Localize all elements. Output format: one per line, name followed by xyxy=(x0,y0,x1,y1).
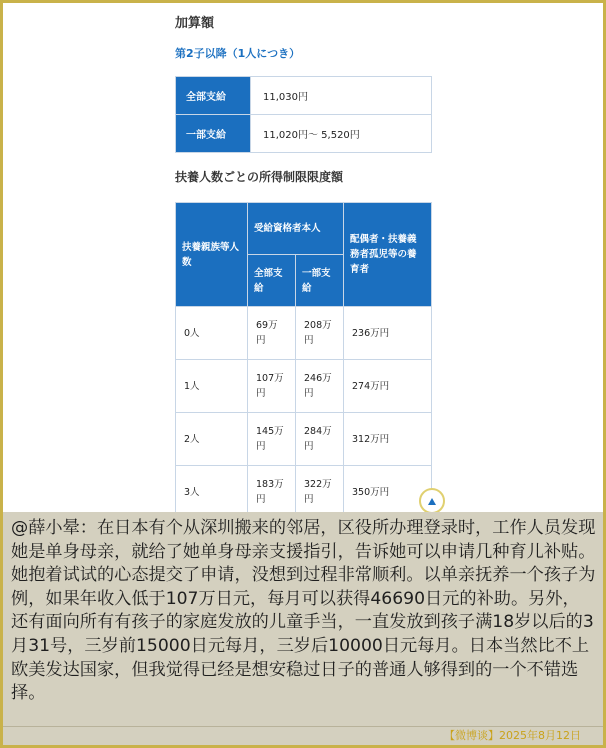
header-partial: 一部支給 xyxy=(296,255,344,307)
limit-title: 扶養人数ごとの所得制限限度額 xyxy=(175,170,344,184)
table-cell-value: 11,020円～ 5,520円 xyxy=(251,115,432,153)
scroll-to-top-icon[interactable] xyxy=(419,488,445,514)
table-cell-label: 一部支給 xyxy=(176,115,251,153)
table-row xyxy=(176,77,432,115)
header-dependents: 扶養親族等人数 xyxy=(176,203,248,307)
cell-spouse: 350万円 xyxy=(344,466,432,519)
cell-spouse: 274万円 xyxy=(344,360,432,413)
table-cell-label: 全部支給 xyxy=(176,77,251,115)
cell-partial: 322万円 xyxy=(296,466,344,519)
cell-full: 69万円 xyxy=(248,307,296,360)
table-cell-value: 11,030円 xyxy=(251,77,432,115)
cell-count: 3人 xyxy=(176,466,248,519)
cell-count: 2人 xyxy=(176,413,248,466)
addition-table xyxy=(175,76,432,153)
header-recipient: 受給資格者本人 xyxy=(248,203,344,255)
income-limit-table xyxy=(175,202,432,519)
cell-partial: 284万円 xyxy=(296,413,344,466)
section-title: 加算額 xyxy=(175,16,215,31)
table-row xyxy=(176,360,432,413)
header-spouse: 配偶者・扶養義務者孤児等の養育者 xyxy=(344,203,432,307)
cell-full: 107万円 xyxy=(248,360,296,413)
post-caption: @薛小晕：在日本有个从深圳搬来的邻居，区役所办理登录时，工作人员发现她是单身母亲，就给了她单身母亲支援指引，告诉她可以申请几种育儿补贴。她抱着试试的心态提交了申请，没想到过程非常顺利。以单亲抚养一个孩子为例，如果年收入低于107万日元，每月可以获得46690日元的补助。另外，还有面向所有有孩子的家庭发放的儿童手当，一直发放到孩子满18岁以后的3月31号，三岁前15000日元每月，三岁后10000日元每月。日本当然比不上欧美发达国家，但我觉得已经是想安稳过日子的普通人够得到的一个不错选择。 xyxy=(3,512,603,726)
cell-full: 145万円 xyxy=(248,413,296,466)
cell-count: 1人 xyxy=(176,360,248,413)
source-label: 【微博谈】2025年8月12日 xyxy=(444,729,581,742)
cell-spouse: 312万円 xyxy=(344,413,432,466)
cell-count: 0人 xyxy=(176,307,248,360)
section-subtitle: 第2子以降（1人につき） xyxy=(175,47,301,60)
table-row xyxy=(176,466,432,519)
cell-partial: 246万円 xyxy=(296,360,344,413)
cell-spouse: 236万円 xyxy=(344,307,432,360)
table-row xyxy=(176,307,432,360)
cell-partial: 208万円 xyxy=(296,307,344,360)
cell-full: 183万円 xyxy=(248,466,296,519)
caption-footer xyxy=(3,726,603,745)
table-row xyxy=(176,115,432,153)
table-row xyxy=(176,413,432,466)
header-full: 全部支給 xyxy=(248,255,296,307)
